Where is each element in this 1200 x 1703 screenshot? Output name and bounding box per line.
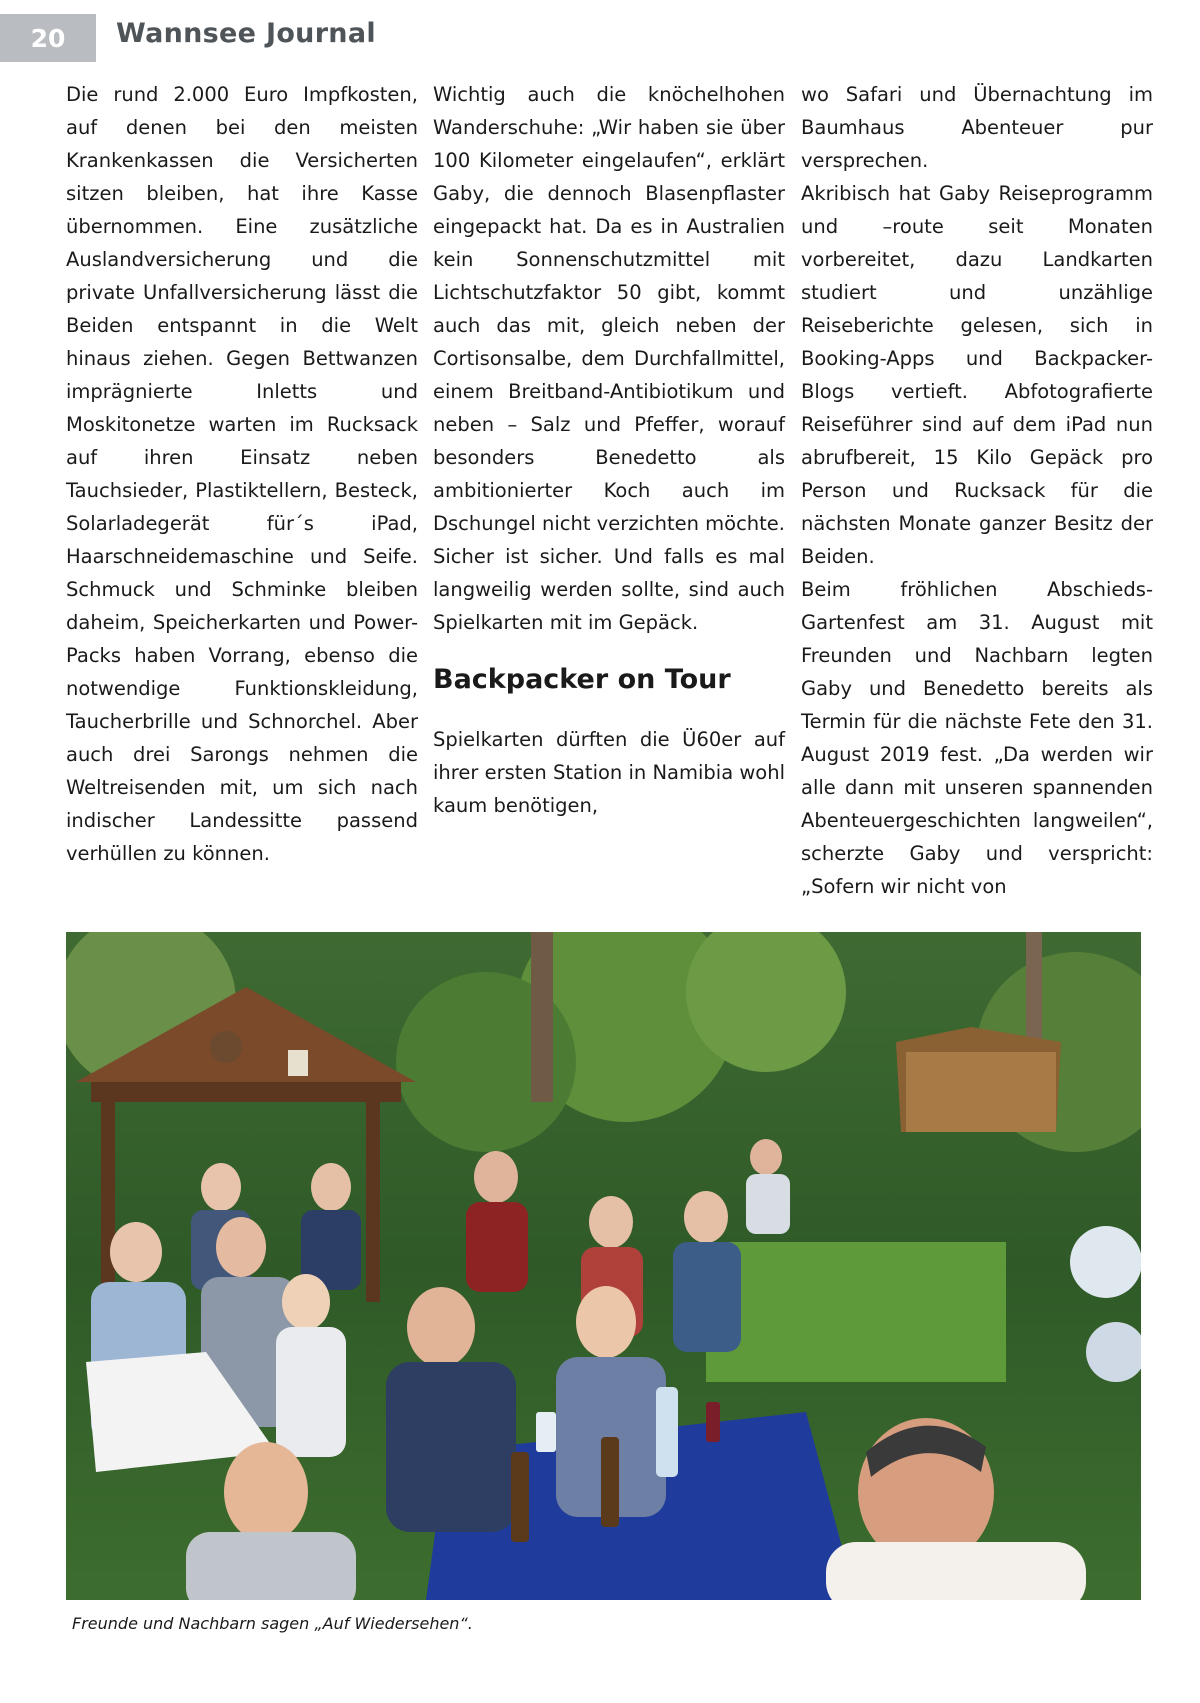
paragraph: Spielkarten dürften die Ü60er auf ihrer ersten Station in Namibia wohl kaum benötigen, [433,728,785,817]
paragraph: Akribisch hat Gaby Reiseprogramm und –route seit Monaten vorbereitet, dazu Landkarten studiert und unzählige Reiseberichte gelesen, sich in Booking-Apps und Backpacker-Blogs vertieft. Abfotografierte Reiseführer sind auf dem iPad nun abrufbereit, 15 Kilo Gepäck pro Person und Rucksack für die nächsten Monate ganzer Besitz der Beiden. [801,182,1153,568]
article-column-1 [66,78,418,870]
article-column-2 [433,78,785,822]
paragraph: Wichtig auch die knöchelhohen Wanderschuhe: „Wir haben sie über 100 Kilometer eingelaufen“, erklärt Gaby, die dennoch Blasenpflaster eingepackt hat. Da es in Australien kein Sonnenschutzmittel mit Lichtschutzfaktor 50 gibt, kommt auch das mit, gleich neben der Cortisonsalbe, dem Durchfallmittel, einem Breitband-Antibiotikum und neben – Salz und Pfeffer, worauf besonders Benedetto als ambitionierter Koch auch im Dschungel nicht verzichten möchte. Sicher ist sicher. Und falls es mal langweilig werden sollte, sind auch Spielkarten mit im Gepäck. [433,83,785,634]
page-header [0,0,1200,78]
garden-party-photo [66,932,1141,1600]
photo-caption: Freunde und Nachbarn sagen „Auf Wiedersehen“. [72,1614,473,1633]
section-subheading: Backpacker on Tour [433,664,731,695]
paragraph: wo Safari und Übernachtung im Baumhaus Abenteuer pur versprechen. [801,83,1153,172]
photo-illustration [66,932,1141,1600]
paragraph: Beim fröhlichen Abschieds-Gartenfest am 31. August mit Freunden und Nachbarn legten Gaby und Benedetto bereits als Termin für die nächste Fete den 31. August 2019 fest. „Da werden wir alle dann mit unseren spannenden Abenteuergeschichten langweilen“, scherzte Gaby und verspricht: „Sofern wir nicht von [801,578,1153,898]
paragraph: Die rund 2.000 Euro Impfkosten, auf denen bei den meisten Krankenkassen die Versicherten sitzen bleiben, hat ihre Kasse übernommen. Eine zusätzliche Auslandversicherung und die private Unfallversicherung lässt die Beiden entspannt in die Welt hinaus ziehen. Gegen Bettwanzen imprägnierte Inletts und Moskitonetze warten im Rucksack auf ihren Einsatz neben Tauchsieder, Plastiktellern, Besteck, Solarladegerät für´s iPad, Haarschneidemaschine und Seife. Schmuck und Schminke bleiben daheim, Speicherkarten und Power-Packs haben Vorrang, ebenso die notwendige Funktionskleidung, Taucherbrille und Schnorchel. Aber auch drei Sarongs nehmen die Weltreisenden mit, um sich nach indischer Landessitte passend verhüllen zu können. [66,83,418,865]
page-number: 20 [0,14,96,62]
article-column-3 [801,78,1153,903]
journal-title: Wannsee Journal [116,18,376,49]
